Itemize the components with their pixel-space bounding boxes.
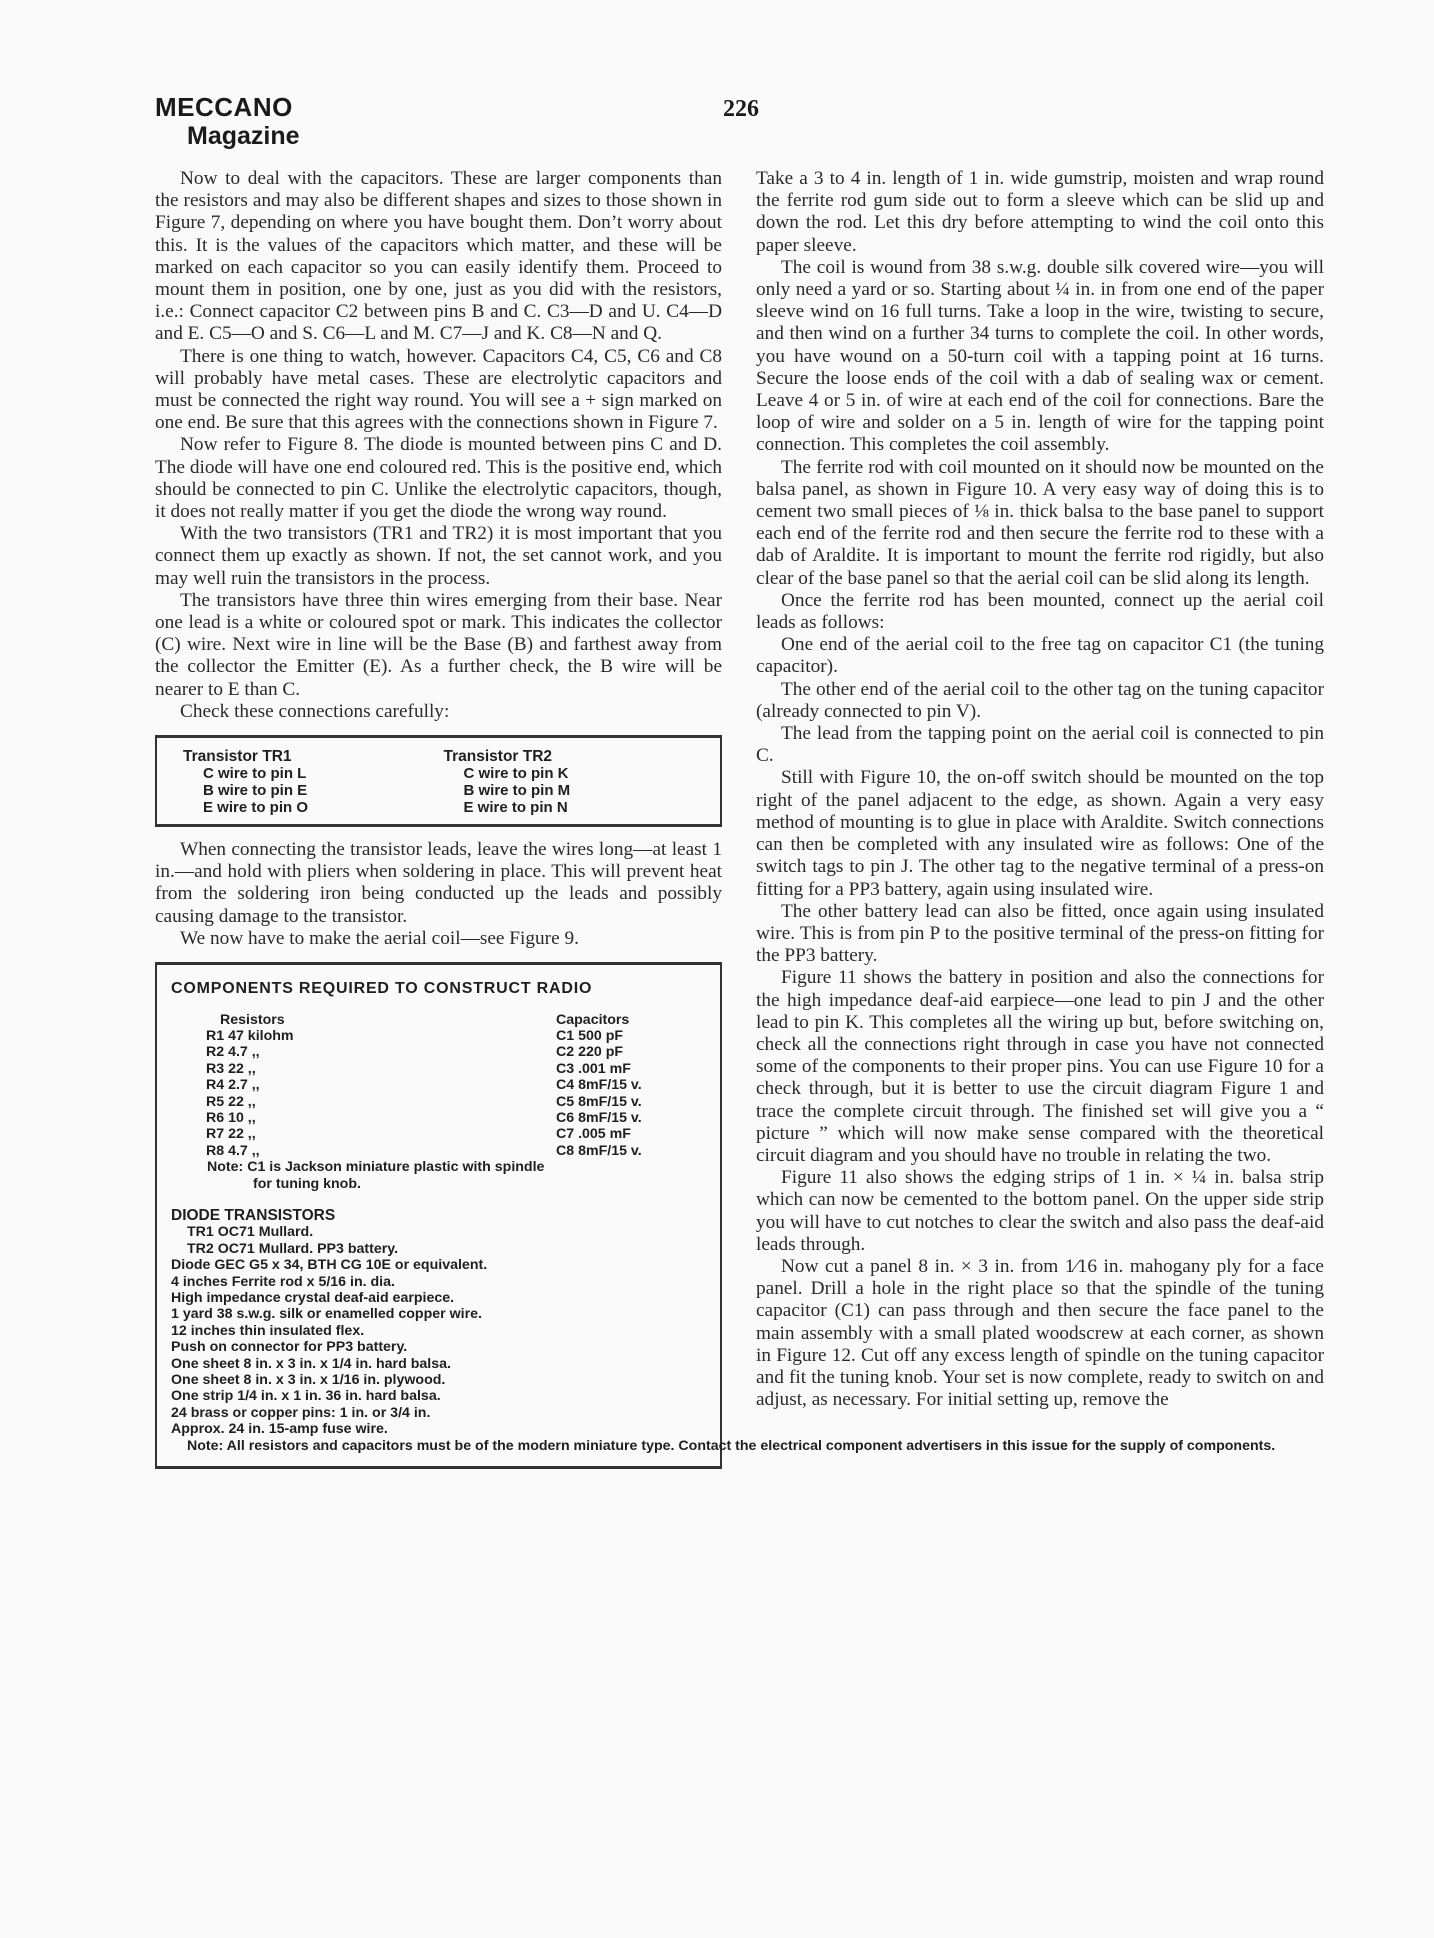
tr1-row: E wire to pin O bbox=[203, 799, 309, 817]
transistor-tr1 bbox=[183, 748, 444, 816]
paragraph: Check these connections carefully: bbox=[180, 700, 450, 722]
capacitors-heading: Capacitors bbox=[556, 1011, 630, 1028]
part-item: High impedance crystal deaf-aid earpiece. bbox=[171, 1290, 455, 1306]
resistor-item: R8 4.7 ,, bbox=[206, 1142, 260, 1159]
diode-transistors-heading: DIODE TRANSISTORS bbox=[171, 1206, 336, 1224]
capacitor-item: C1 500 pF bbox=[556, 1027, 624, 1044]
paragraph: Figure 11 shows the battery in position and also the connections for the high impedance deaf-aid earpiece—one lead to pin J and the other lead to pin K. This completes all the wiring up but, before switching on, check all the connections right through in case you have not connected some of the components to their proper pins. You can use Figure 10 for a check through, but it is better to use the circuit diagram Figure 1 and trace the complete circuit through. The finished set will give you a “ picture ” which will now make sense compared with the theoretical circuit diagram and you should have no trouble in relating the two. bbox=[756, 967, 1324, 1166]
capacitor-item: C2 220 pF bbox=[556, 1044, 624, 1061]
right-column bbox=[756, 168, 1324, 1411]
transistor-tr2 bbox=[444, 748, 705, 816]
resistor-item: R5 22 ,, bbox=[206, 1093, 256, 1110]
capacitor-note: Note: C1 is Jackson miniature plastic with spindle bbox=[207, 1159, 545, 1176]
components-title: COMPONENTS REQUIRED TO CONSTRUCT RADIO bbox=[171, 980, 593, 998]
paragraph: The coil is wound from 38 s.w.g. double silk covered wire—you will only need a yard or so. Starting about ¼ in. in from one end of the paper sleeve wind on 16 full turns. Take a loop in the wire, twisting to secure, and then wind on a further 34 turns to complete the coil. In other words, you have wound on a 50-turn coil with a tapping point at 16 turns. Secure the loose ends of the coil with a dab of sealing wax or cement. Leave 4 or 5 in. of wire at each end of the coil for connections. Bare the loop of wire and solder on a 5 in. length of wire for the tapping point connection. This completes the coil assembly. bbox=[756, 256, 1324, 456]
masthead-subtitle: Magazine bbox=[187, 122, 300, 151]
part-item: One strip 1/4 in. x 1 in. 36 in. hard balsa. bbox=[171, 1388, 441, 1405]
capacitors-list bbox=[556, 1012, 642, 1160]
transistor-item: TR1 OC71 Mullard. bbox=[187, 1224, 314, 1241]
resistor-item: R2 4.7 ,, bbox=[206, 1044, 260, 1061]
transistor-item: TR2 OC71 Mullard. PP3 battery. bbox=[187, 1240, 399, 1257]
paragraph: When connecting the transistor leads, leave the wires long—at least 1 in.—and hold with pliers when soldering in place. This will prevent heat from the soldering iron being conducted up the leads and possibly causing damage to the transistor. bbox=[155, 839, 722, 927]
part-item: 4 inches Ferrite rod x 5/16 in. dia. bbox=[171, 1273, 395, 1290]
capacitor-item: C4 8mF/15 v. bbox=[556, 1077, 642, 1094]
paragraph: Once the ferrite rod has been mounted, connect up the aerial coil leads as follows: bbox=[756, 589, 1324, 634]
paragraph: The transistors have three thin wires emerging from their base. Near one lead is a white or coloured spot or mark. This indicates the collector (C) wire. Next wire in line will be the Base (B) and farthest away from the collector the Emitter (E). As a further check, the B wire will be nearer to E than C. bbox=[155, 589, 722, 700]
part-item: Diode GEC G5 x 34, BTH CG 10E or equivalent. bbox=[171, 1257, 488, 1274]
paragraph: We now have to make the aerial coil—see Figure 9. bbox=[180, 927, 579, 949]
paragraph: Now to deal with the capacitors. These are larger components than the resistors and may also be different shapes and sizes to those shown in Figure 7, depending on where you have bought them. Don’t worry about this. It is the values of the capacitors which matter, and these will be marked on each capacitor so you can easily identify them. Proceed to mount them in position, one by one, just as you did with the resistors, i.e.: Connect capacitor C2 between pins B and C. C3—D and U. C4—D and E. C5—O and S. C6—L and M. C7—J and K. C8—N and Q. bbox=[155, 168, 722, 345]
tr2-row: C wire to pin K bbox=[463, 765, 569, 783]
resistor-item: R1 47 kilohm bbox=[206, 1027, 294, 1044]
paragraph: With the two transistors (TR1 and TR2) it is most important that you connect them up exactly as shown. If not, the set cannot work, and you may well ruin the transistors in the process. bbox=[155, 523, 722, 589]
components-note: Note: All resistors and capacitors must be of the modern miniature type. Contact the electrical component advertisers in this issue for the supply of components. bbox=[187, 1437, 1276, 1454]
paragraph: The lead from the tapping point on the aerial coil is connected to pin C. bbox=[756, 723, 1324, 767]
transistor-connections-box bbox=[155, 735, 722, 827]
paragraph: Now cut a panel 8 in. × 3 in. from 1⁄16 in. mahogany ply for a face panel. Drill a hole in the right place so that the spindle of the tuning capacitor (C1) can pass through and then secure the face panel to the main assembly with a small plated woodscrew at each corner, as shown in Figure 12. Cut off any excess length of spindle on the tuning capacitor and fit the tuning knob. Your set is now complete, ready to switch on and adjust, as necessary. For initial setting up, remove the bbox=[756, 1255, 1324, 1411]
paragraph: Take a 3 to 4 in. length of 1 in. wide gumstrip, moisten and wrap round the ferrite rod gum side out to form a sleeve which can be slid up and down the rod. Let this dry before attempting to wind the coil onto this paper sleeve. bbox=[756, 168, 1324, 256]
part-item: 12 inches thin insulated flex. bbox=[171, 1322, 365, 1339]
paragraph: The other battery lead can also be fitted, once again using insulated wire. This is from pin P to the positive terminal of the press-on fitting for the PP3 battery. bbox=[756, 900, 1324, 967]
paragraph: The other end of the aerial coil to the other tag on the tuning capacitor (already connected to pin V). bbox=[756, 678, 1324, 722]
masthead bbox=[155, 93, 300, 150]
paragraph: Still with Figure 10, the on-off switch should be mounted on the top right of the panel adjacent to the edge, as shown. Again a very easy method of mounting is to glue in place with Araldite. Switch connections can then be completed with any insulated wire as follows: One of the switch tags to pin J. The other tag to the negative terminal of a press-on fitting for a PP3 battery, again using insulated wire. bbox=[756, 767, 1324, 900]
paragraph: One end of the aerial coil to the free tag on capacitor C1 (the tuning capacitor). bbox=[756, 634, 1324, 678]
resistor-item: R4 2.7 ,, bbox=[206, 1077, 260, 1094]
part-item: One sheet 8 in. x 3 in. x 1/16 in. plywood. bbox=[171, 1372, 446, 1389]
part-item: 24 brass or copper pins: 1 in. or 3/4 in. bbox=[171, 1404, 431, 1421]
paragraph: The ferrite rod with coil mounted on it should now be mounted on the balsa panel, as shown in Figure 10. A very easy way of doing this is to cement two small pieces of ⅛ in. thick balsa to the base panel to support each end of the ferrite rod and then secure the ferrite rod to these with a dab of Araldite. It is important to mount the ferrite rod rigidly, but also clear of the base panel so that the aerial coil can be slid along its length. bbox=[756, 456, 1324, 589]
part-item: Push on connector for PP3 battery. bbox=[171, 1339, 408, 1356]
page-number: 226 bbox=[723, 96, 759, 122]
resistor-item: R3 22 ,, bbox=[206, 1060, 256, 1077]
tr1-row: B wire to pin E bbox=[203, 782, 308, 800]
part-item: Approx. 24 in. 15-amp fuse wire. bbox=[171, 1421, 388, 1438]
masthead-title: MECCANO bbox=[155, 92, 293, 122]
capacitor-item: C5 8mF/15 v. bbox=[556, 1093, 642, 1110]
tr2-row: E wire to pin N bbox=[463, 799, 568, 817]
paragraph: There is one thing to watch, however. Capacitors C4, C5, C6 and C8 will probably have metal cases. These are electrolytic capacitors and must be connected the right way round. You will see a + sign marked on one end. Be sure that this agrees with the connections shown in Figure 7. bbox=[155, 345, 722, 434]
tr2-row: B wire to pin M bbox=[463, 782, 571, 800]
capacitor-note-cont: for tuning knob. bbox=[253, 1175, 361, 1192]
capacitor-item: C8 8mF/15 v. bbox=[556, 1142, 642, 1159]
resistor-item: R6 10 ,, bbox=[206, 1109, 256, 1126]
paragraph: Now refer to Figure 8. The diode is mounted between pins C and D. The diode will have one end coloured red. This is the positive end, which should be connected to pin C. Unlike the electrolytic capacitors, though, it does not really matter if you get the diode the wrong way round. bbox=[155, 434, 722, 523]
tr2-title: Transistor TR2 bbox=[443, 748, 553, 766]
resistor-item: R7 22 ,, bbox=[206, 1126, 256, 1143]
part-item: One sheet 8 in. x 3 in. x 1/4 in. hard balsa. bbox=[171, 1355, 451, 1372]
part-item: 1 yard 38 s.w.g. silk or enamelled copper wire. bbox=[171, 1306, 482, 1323]
paragraph: Figure 11 also shows the edging strips of 1 in. × ¼ in. balsa strip which can now be cemented to the bottom panel. On the upper side strip you will have to cut notches to clear the switch and also pass the deaf-aid leads through. bbox=[756, 1167, 1324, 1255]
tr1-title: Transistor TR1 bbox=[183, 748, 292, 766]
resistors-list bbox=[206, 1012, 556, 1160]
components-columns bbox=[171, 1012, 706, 1160]
capacitor-item: C6 8mF/15 v. bbox=[556, 1109, 642, 1126]
resistors-heading: Resistors bbox=[220, 1011, 285, 1028]
capacitor-item: C7 .005 mF bbox=[556, 1126, 631, 1143]
capacitor-item: C3 .001 mF bbox=[556, 1060, 631, 1077]
tr1-row: C wire to pin L bbox=[203, 765, 307, 783]
